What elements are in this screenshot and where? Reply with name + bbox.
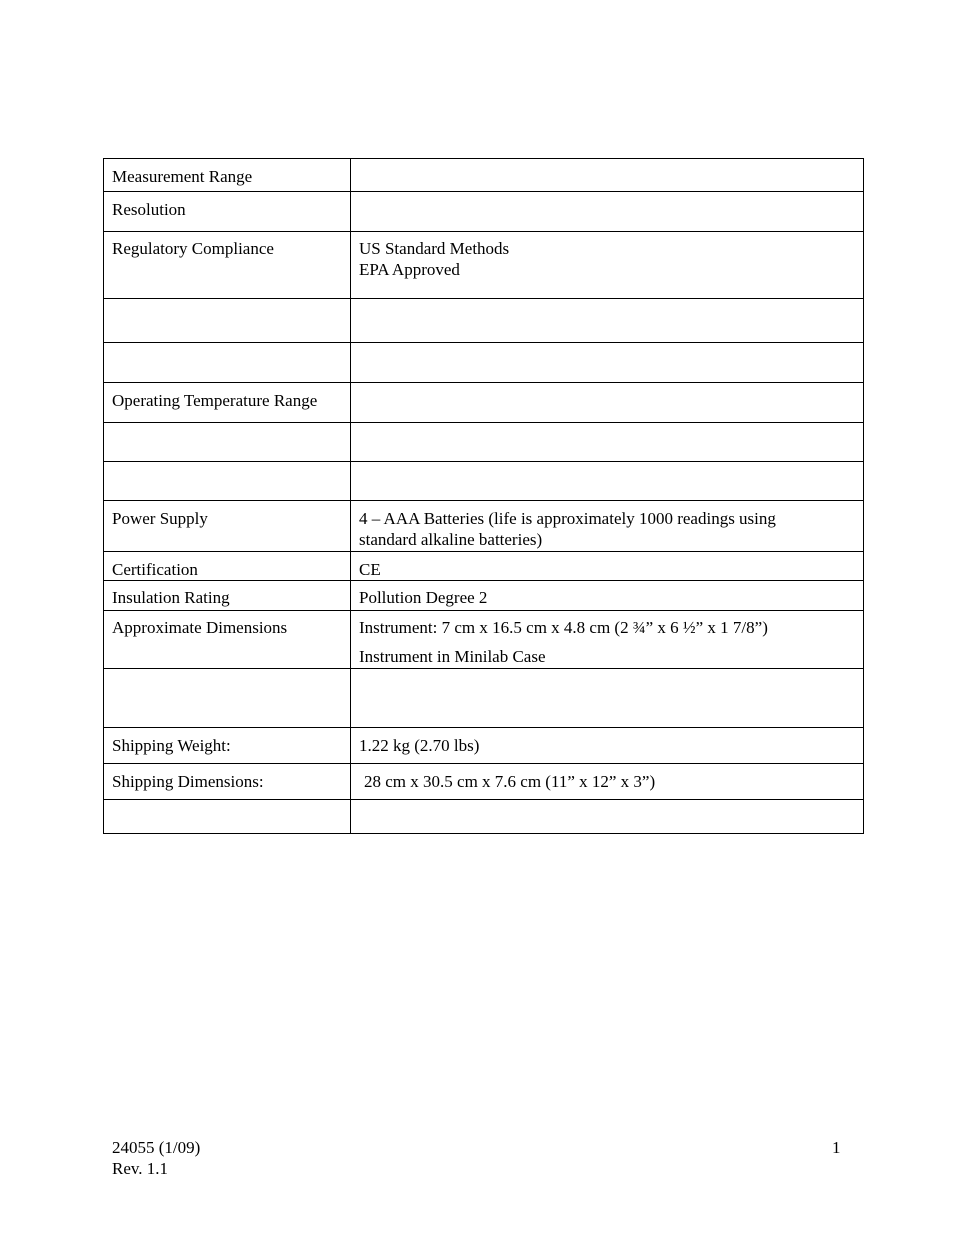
table-row xyxy=(104,581,864,611)
spec-label: Power Supply xyxy=(104,501,351,552)
page-number: 1 xyxy=(832,1138,841,1157)
spec-value xyxy=(351,462,864,501)
spec-label: Certification xyxy=(104,552,351,581)
spec-value-line: 4 – AAA Batteries (life is approximately 1000 readings using xyxy=(359,509,776,528)
spec-value-line: Instrument in Minilab Case xyxy=(359,647,546,666)
spec-value-line: EPA Approved xyxy=(359,260,460,279)
spec-label: Regulatory Compliance xyxy=(104,232,351,299)
spec-value-line: Instrument: 7 cm x 16.5 cm x 4.8 cm (2 ¾” x 6 ½” x 1 7/8”) xyxy=(359,618,768,637)
table-row xyxy=(104,192,864,232)
spec-value xyxy=(351,159,864,192)
table-row xyxy=(104,764,864,800)
table-row xyxy=(104,299,864,343)
table-row xyxy=(104,462,864,501)
table-row xyxy=(104,501,864,552)
spec-label xyxy=(104,800,351,834)
table-row xyxy=(104,728,864,764)
table-row xyxy=(104,159,864,192)
spec-value xyxy=(351,232,864,299)
spec-value-line: standard alkaline batteries) xyxy=(359,530,543,549)
document-footer-info xyxy=(112,1137,200,1179)
spec-value: Pollution Degree 2 xyxy=(351,581,864,611)
spec-label: Shipping Dimensions: xyxy=(104,764,351,800)
revision-number: Rev. 1.1 xyxy=(112,1159,169,1178)
spec-value xyxy=(351,383,864,423)
table-row xyxy=(104,423,864,462)
spec-value: 28 cm x 30.5 cm x 7.6 cm (11” x 12” x 3”) xyxy=(351,764,864,800)
specifications-table xyxy=(103,158,864,834)
table-row xyxy=(104,232,864,299)
table-row xyxy=(104,383,864,423)
spec-label: Approximate Dimensions xyxy=(104,611,351,669)
spec-value xyxy=(351,343,864,383)
spec-label: Resolution xyxy=(104,192,351,232)
spec-label xyxy=(104,343,351,383)
spec-value xyxy=(351,423,864,462)
spec-label xyxy=(104,423,351,462)
spec-value xyxy=(351,299,864,343)
spec-value xyxy=(351,501,864,552)
spec-label: Measurement Range xyxy=(104,159,351,192)
spec-label: Shipping Weight: xyxy=(104,728,351,764)
spec-value: 1.22 kg (2.70 lbs) xyxy=(351,728,864,764)
table-row xyxy=(104,611,864,669)
table-row xyxy=(104,800,864,834)
spec-value xyxy=(351,800,864,834)
spec-value: CE xyxy=(351,552,864,581)
spec-label xyxy=(104,299,351,343)
table-row xyxy=(104,669,864,728)
spec-label: Insulation Rating xyxy=(104,581,351,611)
spec-value xyxy=(351,611,864,669)
spec-label xyxy=(104,462,351,501)
spec-value-line: US Standard Methods xyxy=(359,239,510,258)
table-row xyxy=(104,343,864,383)
spec-label xyxy=(104,669,351,728)
spec-label: Operating Temperature Range xyxy=(104,383,351,423)
spec-value xyxy=(351,669,864,728)
spec-value xyxy=(351,192,864,232)
document-number: 24055 (1/09) xyxy=(112,1138,201,1157)
table-row xyxy=(104,552,864,581)
